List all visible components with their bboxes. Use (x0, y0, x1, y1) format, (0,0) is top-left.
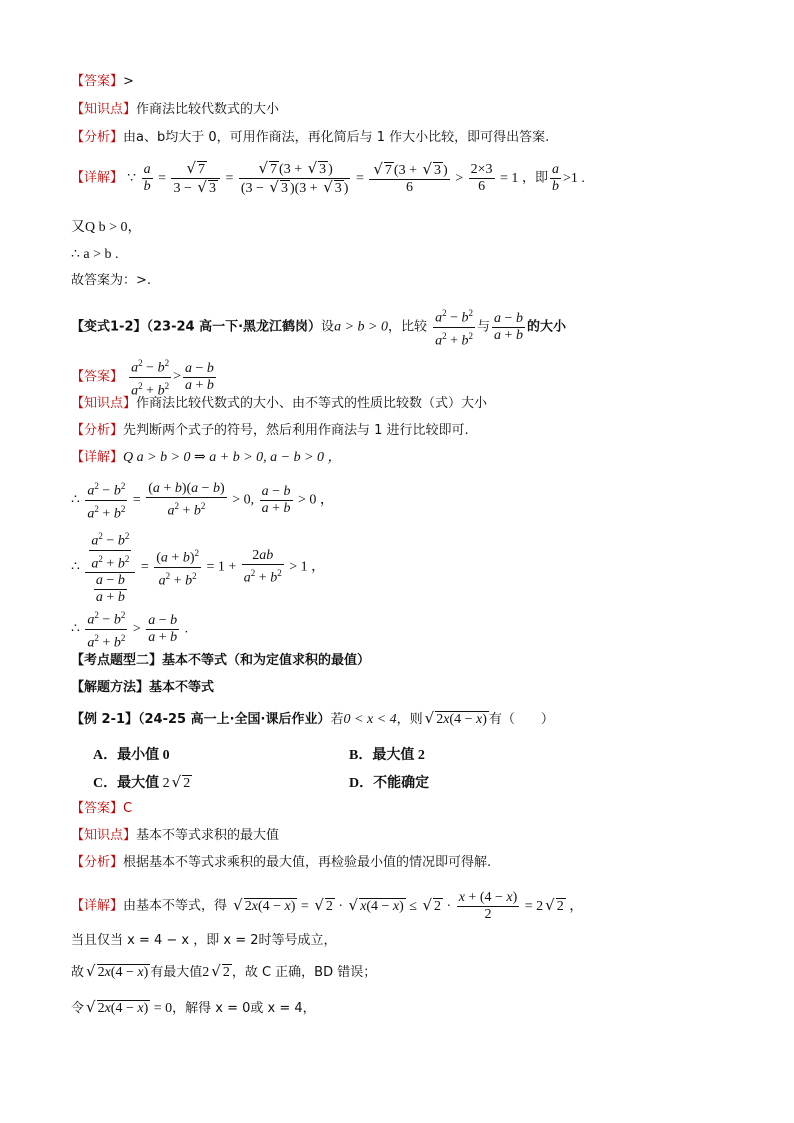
variant-answer-formula: $\frac{a^2 - b^2}{a^2 + b^2}$ > $\frac{a - b}{a + b}$ (127, 369, 218, 384)
detail-line-1: 【详解】 ∵ $\frac{a}{b}$ = $\frac{√ 7}{3 - √ 3}$ = $\frac{√ 7 (3 + √ 3 )}{(3 - √ 3 )(3 + √ 3 )}$ = $\frac{√ 7 (3 + √ 3 )}{6}$ > $\frac{2\times 3}{6}$ = 1 ，即 $\frac{a}{b}$ >1 . (71, 159, 585, 196)
example-title: 【例 2-1】 (71, 712, 139, 727)
example-source: （24-25 高一上·全国·课后作业） (138, 712, 331, 727)
variant-detail-line (71, 449, 342, 467)
analysis-line-1 (71, 129, 549, 147)
variant-knowledge-tag: 【知识点】 (71, 396, 137, 411)
option-d[interactable]: D．不能确定 (349, 776, 430, 791)
variant-detail-tag: 【详解】 (71, 450, 124, 465)
example-cond: 0 < x < 4 (343, 712, 397, 727)
example-answer-line (71, 800, 132, 818)
analysis-text: 由a、b均大于 0，可用作商法，再化简后与 1 作大小比较，即可得出答案. (123, 130, 550, 145)
max-pre: 故 (71, 965, 85, 980)
example-analysis-line (71, 854, 491, 872)
variant-stem-post: 的大小 (526, 319, 566, 335)
zero-line: 令 √ 2x(4 − x) = 0，解得 x = 0或 x = 4， (71, 998, 316, 1016)
max-post: ，故 C 正确，BD 错误； (231, 965, 377, 980)
example-stem-post: 有（ ） (488, 712, 554, 727)
detail-formula: ∵ $\frac{a}{b}$ = $\frac{√ 7}{3 - √ 3}$ = $\frac{√ 7 (3 + √ 3 )}{(3 - √ 3 )(3 + √ 3 )}$ = $\frac{√ 7 (3 + √ 3 )}{6}$ > $\frac{2\times 3}{6}$ = 1 (127, 159, 522, 196)
topic-heading: 【考点题型二】基本不等式（和为定值求积的最值） (71, 653, 371, 668)
analysis-tag: 【分析】 (71, 130, 124, 145)
since-b-line: 又Q b > 0， (71, 220, 142, 235)
answer-line-1 (71, 73, 134, 91)
knowledge-text: 作商法比较代数式的大小 (136, 102, 280, 117)
example-knowledge-text: 基本不等式求积的最大值 (136, 828, 280, 843)
variant-detail-text: Q a > b > 0 ⇒ a + b > 0, a − b > 0 ， (123, 450, 342, 465)
option-a[interactable]: A．最小值 0 (93, 748, 170, 763)
example-knowledge-line (71, 827, 279, 845)
max-mid: 有最大值 (150, 965, 203, 980)
variant-answer-tag: 【答案】 (71, 369, 124, 385)
variant-step-2: ∴ $\frac{\frac{a^2 - b^2}{a^2 + b^2}}{\frac{a - b}{a + b}}$ = $\frac{(a + b)^2}{a^2 + b^2}$ = 1 + $\frac{2ab}{a^2 + b^2}$ > 1 ， (71, 528, 325, 606)
variant-knowledge-text: 作商法比较代数式的大小、由不等式的性质比较数（式）大小 (136, 396, 488, 411)
variant-analysis-line (71, 422, 469, 440)
option-c[interactable]: C．最大值 2 √ 2 (93, 773, 191, 791)
variant-analysis-tag: 【分析】 (71, 423, 124, 438)
option-b[interactable]: B．最大值 2 (349, 748, 425, 763)
variant-source: （23-24 高一下·黑龙江鹤岗） (146, 319, 322, 335)
example-answer-value: C (123, 801, 133, 816)
variant-analysis-text: 先判断两个式子的符号，然后利用作商法与 1 进行比较即可. (123, 423, 469, 438)
variant-answer-line (71, 355, 218, 399)
variant-step-3: ∴ $\frac{a^2 - b^2}{a^2 + b^2}$ > $\frac{a - b}{a + b}$ . (71, 607, 188, 651)
example-question: 【例 2-1】（24-25 高一上·全国·课后作业）若0 < x < 4，则 √ 2x(4 − x) 有（ ） (71, 709, 554, 727)
answer-tag: 【答案】 (71, 74, 124, 89)
conclusion-line: 故答案为：>. (71, 273, 152, 288)
example-answer-tag: 【答案】 (71, 801, 124, 816)
knowledge-line-1 (71, 101, 279, 119)
variant-cond: a > b > 0 (334, 319, 388, 335)
zero-post: ，解得 x = 0或 x = 4， (172, 1001, 316, 1016)
max-line: 故 √ 2x(4 − x) 有最大值2 √ 2 ，故 C 正确，BD 错误； (71, 962, 377, 980)
example-detail-pre: 由基本不等式，得 (123, 898, 228, 914)
variant-frac-2: $\frac{a - b}{a + b}$ (494, 310, 523, 343)
variant-stem-and: 与 (477, 319, 491, 335)
detail-tail: ，即 (521, 170, 548, 186)
example-stem-pre: 若 (330, 712, 344, 727)
variant-stem-pre: 设 (321, 319, 335, 335)
example-detail-line (71, 890, 583, 923)
example-analysis-text: 根据基本不等式求乘积的最大值，再检验最小值的情况即可得解. (123, 855, 492, 870)
example-knowledge-tag: 【知识点】 (71, 828, 137, 843)
knowledge-tag: 【知识点】 (71, 102, 137, 117)
detail-tag: 【详解】 (71, 170, 124, 186)
variant-title: 【变式1-2】 (71, 319, 147, 335)
zero-pre: 令 (71, 1001, 85, 1016)
answer-value: > (123, 74, 134, 89)
therefore-line: ∴ a > b . (71, 247, 119, 262)
variant-question (71, 305, 566, 349)
example-stem-mid: ，则 (396, 712, 423, 727)
example-detail-tag: 【详解】 (71, 898, 124, 914)
method-line: 【解题方法】基本不等式 (71, 680, 215, 695)
variant-stem-compare: ，比较 (387, 319, 427, 335)
example-analysis-tag: 【分析】 (71, 855, 124, 870)
example-detail-formula: √ 2x(4 − x) = √ 2 · √ x(4 − x) ≤ √ 2 · $\frac{x + (4 - x)}{2}$ = 2 √ 2 ， (233, 890, 584, 922)
variant-frac-1: $\frac{a^2 - b^2}{a^2 + b^2}$ (431, 319, 477, 334)
equality-line: 当且仅当 x = 4 − x ，即 x = 2时等号成立， (71, 933, 337, 948)
variant-knowledge-line (71, 395, 487, 413)
variant-step-1: ∴ $\frac{a^2 - b^2}{a^2 + b^2}$ = $\frac{(a + b)(a - b)}{a^2 + b^2}$ > 0, $\frac{a - b}{a + b}$ > 0 ， (71, 478, 334, 522)
